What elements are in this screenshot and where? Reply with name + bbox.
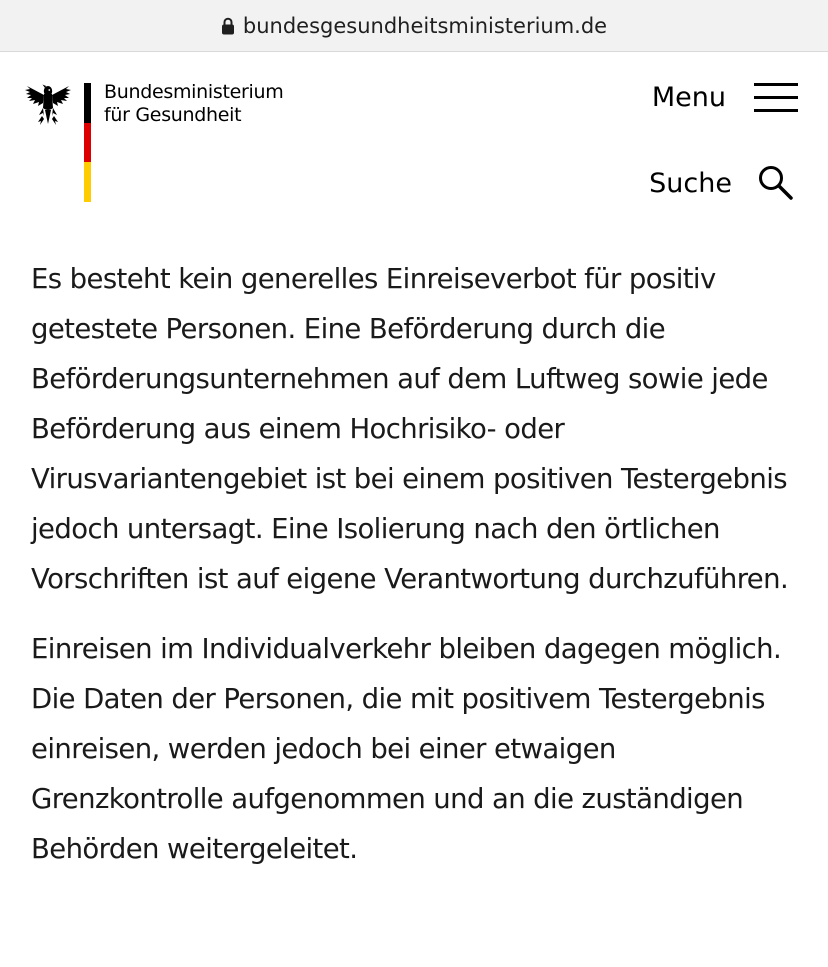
federal-eagle-icon [24, 82, 72, 128]
paragraph-entry-ban: Es besteht kein generelles Einreiseverbot für positiv getestete Personen. Eine Beförderung durch die Beförderungsunternehmen auf dem Luftweg sowie jede Beförderung aus einem Hochrisiko- oder Virusvariantengebiet ist bei einem positiven Testergebnis jedoch untersagt. Eine Isolierung nach den örtlichen Vorschriften ist auf eigene Verantwortung durchzuführen. [31, 263, 789, 595]
hamburger-icon [754, 83, 798, 113]
address-bar-content [221, 14, 607, 38]
search-label: Suche [649, 167, 732, 199]
german-flag-bar [84, 83, 91, 202]
article-content [31, 254, 811, 874]
flag-stripe-gold [84, 162, 91, 202]
url-text: bundesgesundheitsministerium.de [242, 13, 608, 38]
flag-stripe-black [84, 83, 91, 123]
paragraph-individual-travel: Einreisen im Individualverkehr bleiben dagegen möglich. Die Daten der Personen, die mit positivem Testergebnis einreisen, werden jedoch bei einer etwaigen Grenzkontrolle aufgenommen und an die zuständigen Behörden weitergeleitet. [31, 633, 782, 865]
menu-button[interactable] [652, 82, 798, 113]
ministry-logo[interactable] [24, 82, 283, 202]
flag-stripe-red [84, 123, 91, 163]
search-button[interactable] [649, 165, 794, 201]
browser-address-bar[interactable] [0, 0, 828, 52]
ministry-name [104, 81, 283, 127]
ministry-name-line1: Bundesministerium [104, 81, 284, 103]
lock-icon [221, 17, 235, 35]
site-header [0, 52, 828, 227]
search-icon [758, 165, 794, 201]
menu-label: Menu [651, 82, 726, 113]
ministry-name-line2: für Gesundheit [104, 104, 242, 126]
